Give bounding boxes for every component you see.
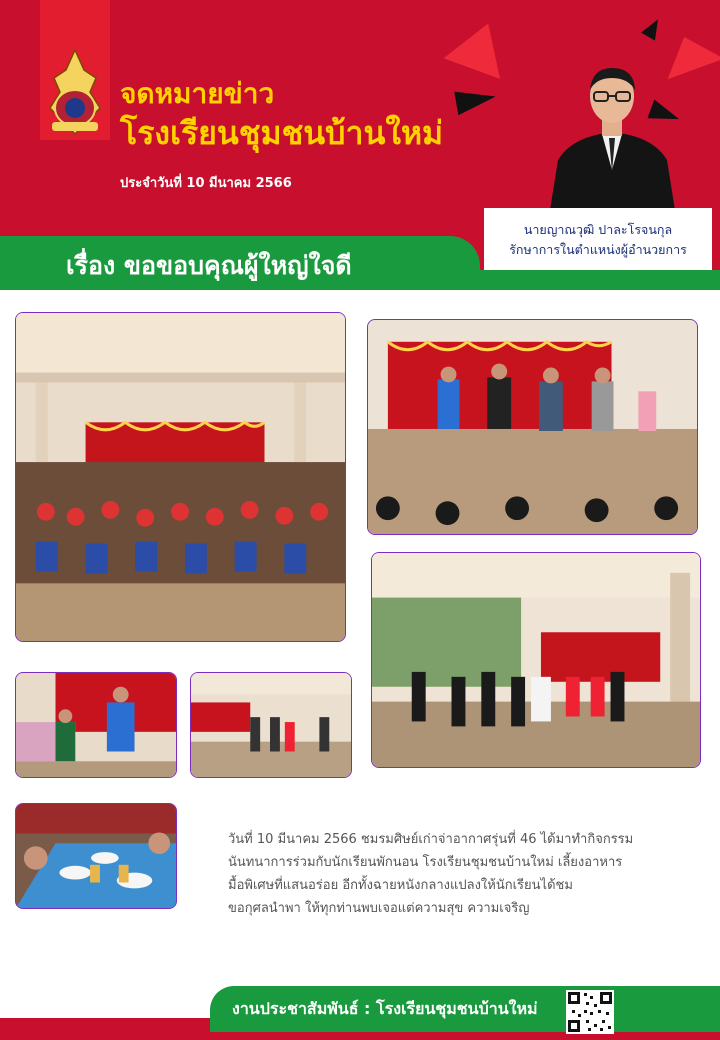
photo-donation-handover (15, 672, 177, 778)
article-body (228, 828, 698, 920)
qr-code-icon[interactable] (566, 990, 614, 1034)
newsletter-title: จดหมายข่าว (120, 77, 275, 110)
subject-title: เรื่อง ขอขอบคุณผู้ใหญ่ใจดี (66, 251, 352, 280)
director-name: นายญาณวุฒิ ปาละโรจนกุล (523, 222, 673, 237)
photo-group-students (15, 312, 346, 642)
school-logo (44, 48, 106, 136)
decor-triangle (454, 85, 498, 116)
article-line: วันที่ 10 มีนาคม 2566 ชมรมศิษย์เก่าจ่าอากาศรุ่นที่ 46 ได้มาทำกิจกรรม (228, 832, 634, 847)
photo-meal (15, 803, 177, 909)
director-photo (550, 60, 675, 210)
school-name-title: โรงเรียนชุมชนบ้านใหม่ (120, 114, 444, 152)
subject-band-extension (470, 270, 720, 290)
article-line: มื้อพิเศษที่แสนอร่อย อีกทั้งฉายหนังกลางแปลงให้นักเรียนได้ชม (228, 878, 573, 893)
director-name-box (484, 208, 712, 270)
article-line: นันทนาการร่วมกับนักเรียนพักนอน โรงเรียนชุมชนบ้านใหม่ เลี้ยงอาหาร (228, 855, 623, 870)
header-banner (0, 0, 720, 290)
issue-date: ประจำวันที่ 10 มีนาคม 2566 (120, 176, 292, 191)
director-position: รักษาการในตำแหน่งผู้อำนวยการ (509, 242, 687, 257)
photo-donors-stage (367, 319, 698, 535)
decor-triangle (641, 15, 665, 40)
photo-recreation-activity (371, 552, 701, 768)
footer-credit: งานประชาสัมพันธ์ : โรงเรียนชุมชนบ้านใหม่ (232, 999, 538, 1018)
photo-hall-group (190, 672, 352, 778)
decor-triangle (444, 13, 517, 79)
article-line: ขอกุศลนำพา ให้ทุกท่านพบเจอแต่ความสุข ความเจริญ (228, 901, 530, 916)
